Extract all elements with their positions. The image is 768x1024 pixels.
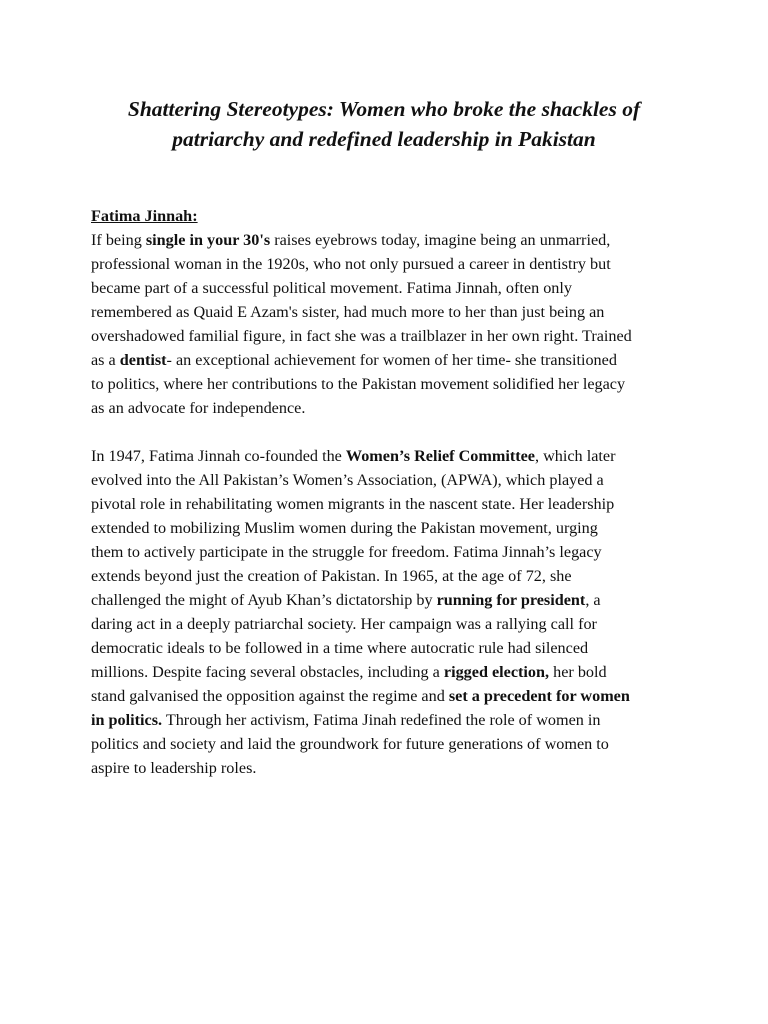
- text-line: democratic ideals to be followed in a time where autocratic rule had silenced: [91, 639, 589, 657]
- text-line: as a dentist- an exceptional achievement for women of her time- she transitioned: [91, 351, 617, 369]
- paragraph: [91, 444, 630, 780]
- text-line: evolved into the All Pakistan’s Women’s Association, (APWA), which played a: [91, 471, 604, 489]
- paragraph: [91, 228, 632, 420]
- text-line: In 1947, Fatima Jinnah co-founded the Women’s Relief Committee, which later: [91, 447, 616, 465]
- text-line: daring act in a deeply patriarchal society. Her campaign was a rallying call for: [91, 615, 597, 633]
- text-line: them to actively participate in the struggle for freedom. Fatima Jinnah’s legacy: [91, 543, 602, 561]
- text-line: stand galvanised the opposition against the regime and set a precedent for women: [91, 687, 630, 705]
- title-line: patriarchy and redefined leadership in Pakistan: [172, 127, 596, 151]
- text-line: overshadowed familial figure, in fact she was a trailblazer in her own right. Trained: [91, 327, 632, 345]
- text-line: extends beyond just the creation of Pakistan. In 1965, at the age of 72, she: [91, 567, 572, 585]
- section-heading: Fatima Jinnah:: [91, 207, 198, 225]
- text-line: aspire to leadership roles.: [91, 759, 257, 777]
- text-line: as an advocate for independence.: [91, 399, 306, 417]
- text-line: became part of a successful political movement. Fatima Jinnah, often only: [91, 279, 572, 297]
- text-line: If being single in your 30's raises eyebrows today, imagine being an unmarried,: [91, 231, 611, 249]
- text-line: extended to mobilizing Muslim women during the Pakistan movement, urging: [91, 519, 598, 537]
- text-line: pivotal role in rehabilitating women migrants in the nascent state. Her leadership: [91, 495, 615, 513]
- text-line: millions. Despite facing several obstacles, including a rigged election, her bold: [91, 663, 607, 681]
- text-line: professional woman in the 1920s, who not only pursued a career in dentistry but: [91, 255, 611, 273]
- document-title: [80, 94, 688, 154]
- text-line: politics and society and laid the groundwork for future generations of women to: [91, 735, 609, 753]
- text-line: remembered as Quaid E Azam's sister, had much more to her than just being an: [91, 303, 605, 321]
- title-line: Shattering Stereotypes: Women who broke the shackles of: [127, 97, 641, 121]
- text-line: challenged the might of Ayub Khan’s dictatorship by running for president, a: [91, 591, 601, 609]
- text-line: to politics, where her contributions to the Pakistan movement solidified her legacy: [91, 375, 626, 393]
- text-line: in politics. Through her activism, Fatima Jinah redefined the role of women in: [91, 711, 601, 729]
